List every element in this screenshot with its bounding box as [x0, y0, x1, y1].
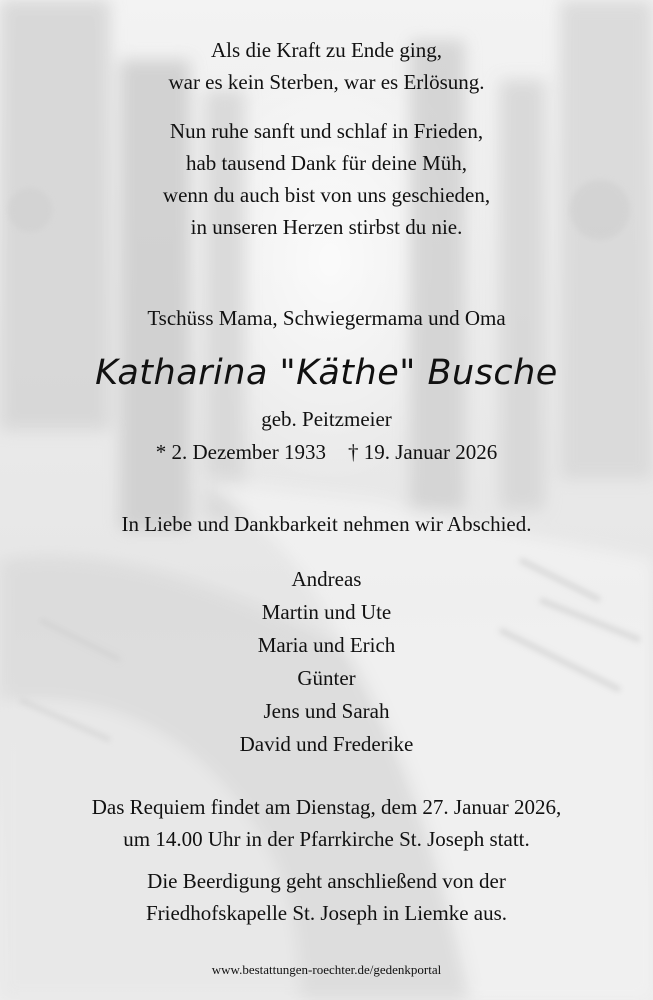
memorial-portal-link[interactable]: www.bestattungen-roechter.de/gedenkportal: [211, 962, 442, 977]
family-member: David und Frederike: [239, 732, 414, 756]
burial-line: Die Beerdigung geht anschließend von der: [147, 869, 506, 893]
poem-line: Als die Kraft zu Ende ging,: [211, 38, 442, 62]
birth-date: * 2. Dezember 1933: [155, 440, 326, 464]
poem-line: in unseren Herzen stirbst du nie.: [190, 215, 463, 239]
poem-line: wenn du auch bist von uns geschieden,: [162, 183, 491, 207]
poem-line: Nun ruhe sanft und schlaf in Frieden,: [169, 119, 484, 143]
deceased-name: Katharina "Käthe" Busche: [95, 353, 558, 393]
life-dates: [0, 436, 653, 468]
farewell-text: Tschüss Mama, Schwiegermama und Oma: [147, 306, 506, 330]
poem-stanza-1: [0, 34, 653, 98]
requiem-line: Das Requiem findet am Dienstag, dem 27. Januar 2026,: [91, 795, 562, 819]
farewell-greeting: [0, 302, 653, 334]
poem-stanza-2: [0, 115, 653, 243]
burial-info: [0, 865, 653, 929]
poem-line: war es kein Sterben, war es Erlösung.: [168, 70, 485, 94]
family-member: Günter: [297, 666, 356, 690]
family-member: Jens und Sarah: [263, 699, 390, 723]
requiem-line: um 14.00 Uhr in der Pfarrkirche St. Joseph statt.: [123, 827, 530, 851]
family-member: Andreas: [291, 567, 362, 591]
family-list: [0, 563, 653, 761]
farewell-statement: [0, 508, 653, 540]
poem-line: hab tausend Dank für deine Müh,: [185, 151, 468, 175]
farewell-statement-text: In Liebe und Dankbarkeit nehmen wir Abschied.: [121, 512, 532, 536]
maiden-name: [0, 403, 653, 435]
life-dates-line: [0, 436, 653, 468]
maiden-name-text: geb. Peitzmeier: [261, 407, 392, 431]
requiem-info: [0, 791, 653, 855]
family-member: Martin und Ute: [261, 600, 392, 624]
death-date: † 19. Januar 2026: [347, 440, 498, 464]
burial-line: Friedhofskapelle St. Joseph in Liemke aus.: [145, 901, 508, 925]
family-member: Maria und Erich: [257, 633, 396, 657]
